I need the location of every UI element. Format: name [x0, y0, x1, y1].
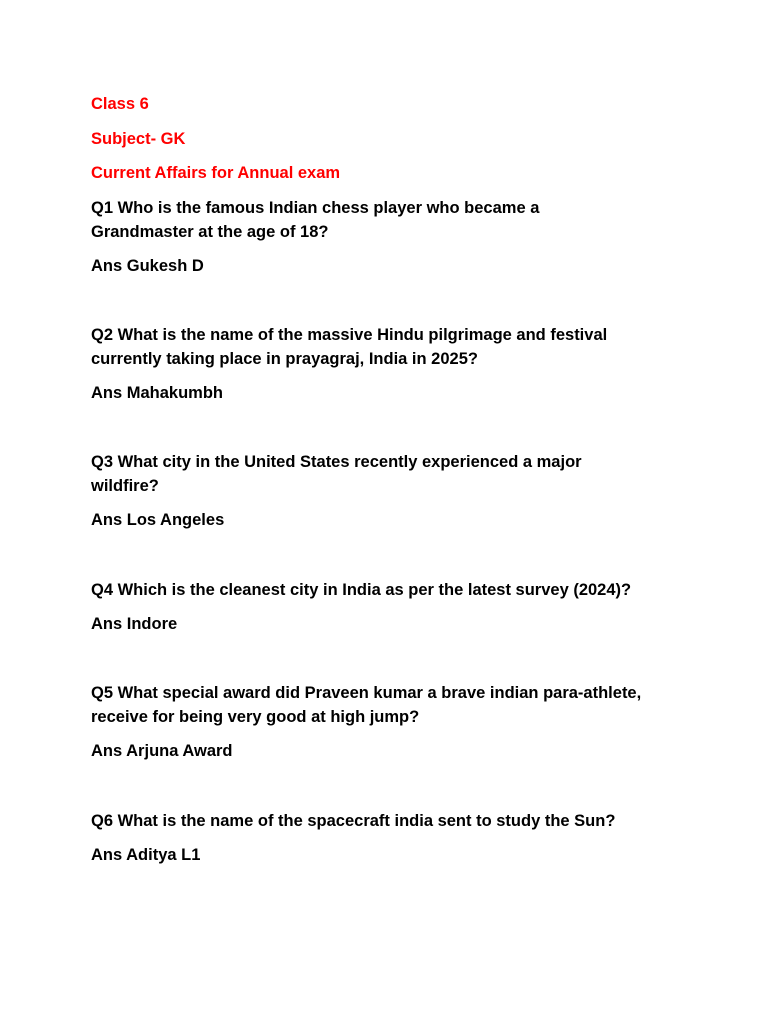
- question-6-line-1: Q6 What is the name of the spacecraft india sent to study the Sun?: [91, 812, 616, 830]
- question-1-line-1: Q1 Who is the famous Indian chess player who became a: [91, 199, 540, 217]
- subject-heading: Subject- GK: [91, 130, 186, 148]
- question-2-line-2: currently taking place in prayagraj, India in 2025?: [91, 350, 478, 368]
- question-3-line-1: Q3 What city in the United States recently experienced a major: [91, 453, 582, 471]
- question-5-line-2: receive for being very good at high jump?: [91, 708, 420, 726]
- answer-6: Ans Aditya L1: [91, 846, 201, 864]
- answer-1: Ans Gukesh D: [91, 257, 204, 275]
- answer-4: Ans Indore: [91, 615, 178, 633]
- question-1-line-2: Grandmaster at the age of 18?: [91, 223, 329, 241]
- question-4-line-1: Q4 Which is the cleanest city in India as per the latest survey (2024)?: [91, 581, 632, 599]
- answer-2: Ans Mahakumbh: [91, 384, 224, 402]
- class-heading: Class 6: [91, 95, 149, 113]
- question-3-line-2: wildfire?: [91, 477, 159, 495]
- question-5-line-1: Q5 What special award did Praveen kumar a brave indian para-athlete,: [91, 684, 642, 702]
- answer-5: Ans Arjuna Award: [91, 742, 233, 760]
- topic-heading: Current Affairs for Annual exam: [91, 164, 341, 182]
- answer-3: Ans Los Angeles: [91, 511, 225, 529]
- question-2-line-1: Q2 What is the name of the massive Hindu pilgrimage and festival: [91, 326, 608, 344]
